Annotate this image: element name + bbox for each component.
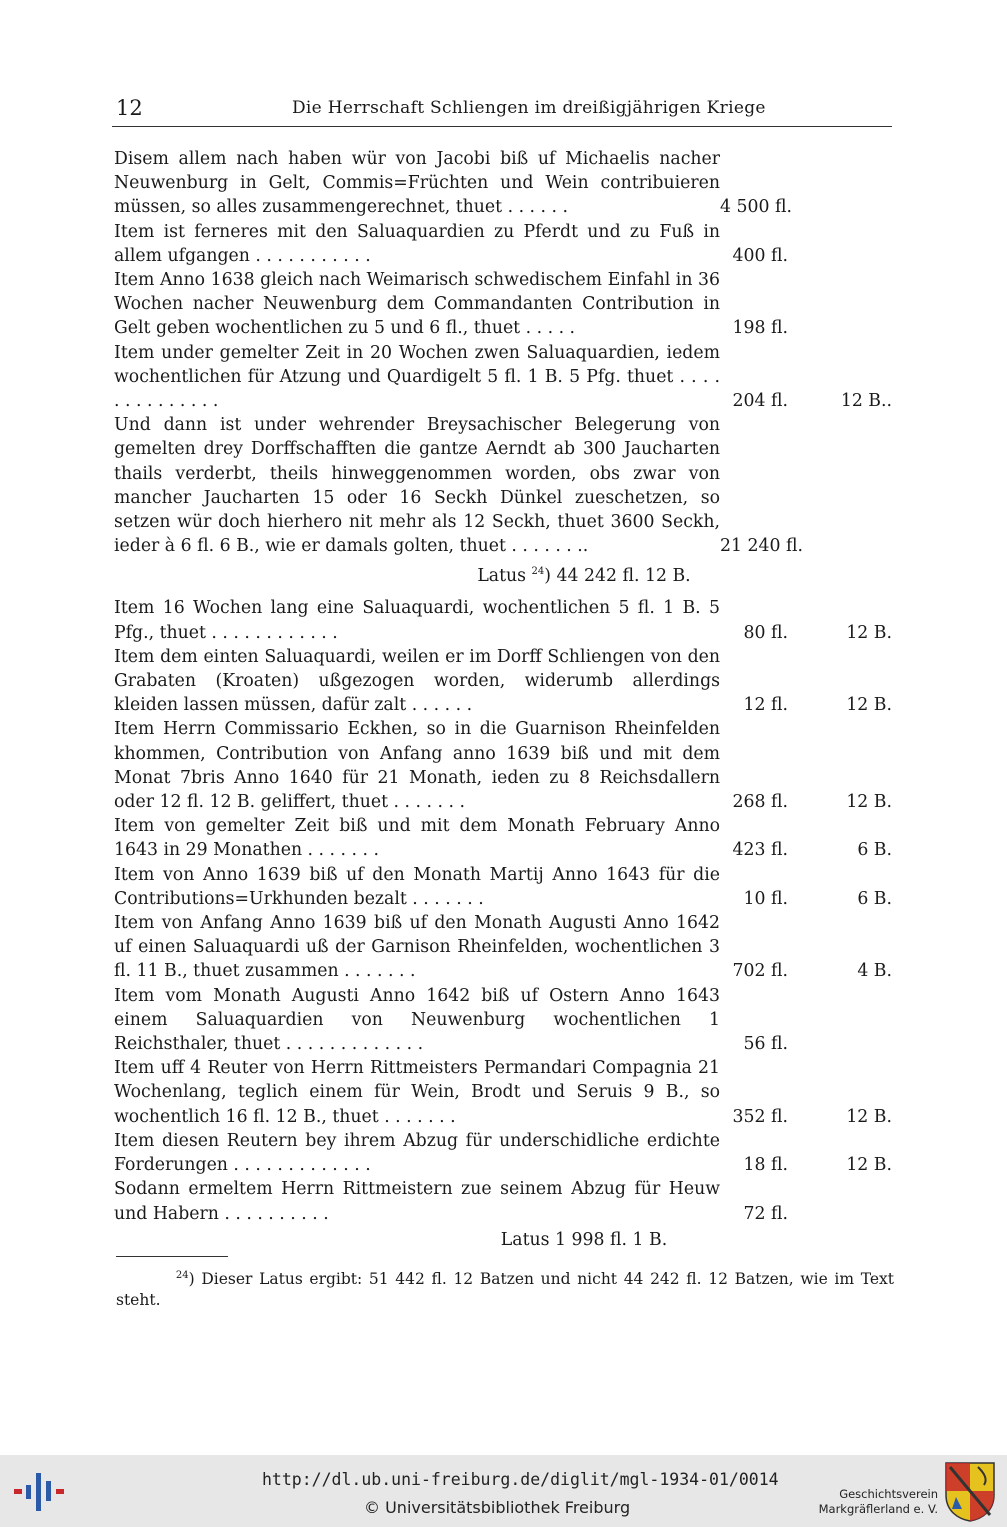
entry-text: Item uff 4 Reuter von Herrn Rittmeisters Permandari Compagnia 21 Wochenlang, teglich einem für Wein, Brodt und Seruis 9 B., so wochentlich 16 fl. 12 B., thuet . . . . . . . — [114, 1058, 720, 1127]
latus-subtotal-2: Latus 1 998 fl. 1 B. — [500, 1229, 668, 1250]
ledger-entry — [114, 268, 894, 341]
page-header — [112, 94, 892, 127]
amount-gulden: 18 fl. — [743, 1155, 788, 1176]
amount-gulden: 423 fl. — [732, 840, 788, 861]
amount-batzen: 4 B. — [857, 961, 892, 982]
footnote-divider — [116, 1256, 228, 1257]
entry-amount — [720, 887, 892, 911]
entry-text: Item under gemelter Zeit in 20 Wochen zwen Saluaquardien, iedem wochentlichen für Atzung und Quardigelt 5 fl. 1 B. 5 Pfg. thuet . . . . . . . . . . . . . . — [114, 342, 720, 412]
amount-gulden: 10 fl. — [743, 888, 788, 909]
ledger-entry — [114, 147, 894, 220]
ledger-entry — [114, 645, 894, 718]
entry-text: Item von Anfang Anno 1639 biß uf den Monath Augusti Anno 1642 uf einen Saluaquardi uß der Garnison Rheinfelden, wochentlichen 3 fl. 11 B., thuet zusammen . . . . . . . — [114, 913, 720, 982]
coat-of-arms-icon — [944, 1461, 996, 1523]
amount-batzen — [838, 316, 892, 340]
footnote: $^{24}$) Dieser Latus ergibt: 51 442 fl. 12 Batzen und nicht 44 242 fl. 12 Batzen, wie im Text steht. — [116, 1270, 895, 1310]
entry-text: Item von Anno 1639 biß uf den Monath Martij Anno 1643 für die Contributions=Urkhunden bezalt . . . . . . . — [114, 864, 720, 909]
viewer-footer — [0, 1455, 1007, 1527]
entry-text: Item von gemelter Zeit biß und mit dem Monath February Anno 1643 in 29 Monathen . . . . . . . — [114, 816, 720, 861]
amount-batzen: 12 B. — [846, 792, 892, 813]
entry-text: Item ist ferneres mit den Saluaquardien zu Pferdt und zu Fuß in allem ufgangen . . . . . . . . . . . — [114, 221, 720, 266]
amount-batzen — [838, 534, 892, 558]
ledger-entry — [114, 1177, 894, 1225]
ledger-group-1 — [114, 147, 894, 558]
running-head: Die Herrschaft Schliengen im dreißigjährigen Kriege — [292, 98, 766, 118]
amount-batzen — [838, 195, 892, 219]
ledger-entry — [114, 1129, 894, 1177]
ledger-entry — [114, 220, 894, 268]
ledger-group-2 — [114, 596, 894, 1225]
entry-amount — [720, 790, 892, 814]
amount-batzen — [838, 244, 892, 268]
entry-amount — [720, 1153, 892, 1177]
ledger-body — [114, 147, 894, 1256]
entry-amount — [720, 316, 892, 340]
ledger-entry — [114, 717, 894, 814]
amount-gulden: 268 fl. — [732, 792, 788, 813]
entry-amount — [720, 693, 892, 717]
entry-text: Item dem einten Saluaquardi, weilen er im Dorff Schliengen von den Grabaten (Kroaten) ußgezogen worden, widerumb allerdings kleiden lassen müssen, dafür zalt . . . . . . — [114, 646, 720, 716]
amount-gulden: 72 fl. — [743, 1203, 788, 1224]
entry-amount — [720, 195, 892, 219]
entry-amount — [720, 389, 892, 413]
society-name: Geschichtsverein Markgräflerland e. V. — [818, 1487, 938, 1516]
entry-text: Item Anno 1638 gleich nach Weimarisch schwedischem Einfahl in 36 Wochen nacher Neuwenburg dem Commandanten Contribution in Gelt geben wochentlichen zu 5 und 6 fl., thuet . . . . . — [114, 270, 720, 339]
entry-amount — [720, 534, 892, 558]
amount-batzen: 12 B. — [846, 695, 892, 716]
ledger-entry — [114, 984, 894, 1057]
amount-gulden: 80 fl. — [743, 622, 788, 643]
copyright-notice: © Universitätsbibliothek Freiburg — [364, 1498, 631, 1517]
entry-amount — [720, 959, 892, 983]
ledger-entry — [114, 413, 894, 558]
entry-text: Und dann ist under wehrender Breysachischer Belegerung von gemelten drey Dorffschafften die gantze Aerndt ab 300 Jaucharten thails verderbt, theils hinweggenommen worden, obs zwar von mancher Jaucharten 15 oder 16 Seckh Dünkel zueschetzen, so setzen wür doch hierhero nit mehr als 12 Seckh, thuet 3600 Seckh, ieder à 6 fl. 6 B., wie er damals golten, thuet . . . . . . .. — [114, 415, 720, 557]
entry-amount — [720, 1202, 892, 1226]
amount-gulden: 12 fl. — [743, 695, 788, 716]
permalink-url[interactable]: http://dl.ub.uni-freiburg.de/diglit/mgl-1934-01/0014 — [262, 1470, 779, 1489]
entry-text: Item vom Monath Augusti Anno 1642 biß uf Ostern Anno 1643 einem Saluaquardien von Neuwenburg wochentlichen 1 Reichsthaler, thuet . . . . . . . . . . . . . — [114, 985, 720, 1055]
entry-text: Disem allem nach haben wür von Jacobi biß uf Michaelis nacher Neuwenburg in Gelt, Commis=Früchten und Wein contribuieren müssen, so alles zusammengerechnet, thuet . . . . . . — [114, 149, 720, 218]
amount-gulden: 400 fl. — [732, 245, 788, 266]
entry-amount — [720, 1105, 892, 1129]
amount-batzen: 12 B.. — [840, 391, 892, 412]
amount-batzen — [838, 1202, 892, 1226]
footnote-marker: 24 — [531, 566, 545, 578]
amount-gulden: 4 500 fl. — [720, 197, 792, 218]
ledger-entry — [114, 596, 894, 644]
entry-amount — [720, 244, 892, 268]
ledger-entry — [114, 911, 894, 984]
entry-text: Item diesen Reutern bey ihrem Abzug für underschidliche erdichte Forderungen . . . . . . . . . . . . . — [114, 1130, 720, 1176]
page-number: 12 — [116, 96, 143, 120]
amount-batzen — [838, 1032, 892, 1056]
amount-gulden: 204 fl. — [732, 391, 788, 412]
amount-gulden: 21 240 fl. — [720, 536, 803, 557]
entry-text: Sodann ermeltem Herrn Rittmeistern zue seinem Abzug für Heuw und Habern . . . . . . . . . . — [114, 1179, 720, 1224]
ledger-entry — [114, 863, 894, 911]
amount-gulden: 352 fl. — [732, 1106, 788, 1127]
amount-gulden: 702 fl. — [732, 961, 788, 982]
ub-freiburg-logo-icon — [14, 1469, 66, 1513]
amount-batzen: 12 B. — [846, 622, 892, 643]
amount-batzen: 12 B. — [846, 1155, 892, 1176]
amount-batzen: 6 B. — [857, 888, 892, 909]
entry-text: Item Herrn Commissario Eckhen, so in die Guarnison Rheinfelden khommen, Contribution von Anfang anno 1639 biß und mit dem Monat 7bris Anno 1640 für 21 Monath, ieden zu 8 Reichsdallern oder 12 fl. 12 B. geliffert, thuet . . . . . . . — [114, 719, 720, 813]
entry-amount — [720, 1032, 892, 1056]
entry-amount — [720, 838, 892, 862]
amount-gulden: 198 fl. — [732, 318, 788, 339]
ledger-entry — [114, 814, 894, 862]
amount-batzen: 12 B. — [846, 1106, 892, 1127]
ledger-entry — [114, 1056, 894, 1129]
latus-subtotal-1: Latus $^{24}$) 44 242 fl. 12 B. — [477, 566, 691, 587]
ledger-entry — [114, 341, 894, 414]
amount-batzen: 6 B. — [857, 840, 892, 861]
entry-text: Item 16 Wochen lang eine Saluaquardi, wochentlichen 5 fl. 1 B. 5 Pfg., thuet . . . . . . . . . . . . — [114, 598, 720, 643]
amount-gulden: 56 fl. — [743, 1034, 788, 1055]
entry-amount — [720, 621, 892, 645]
